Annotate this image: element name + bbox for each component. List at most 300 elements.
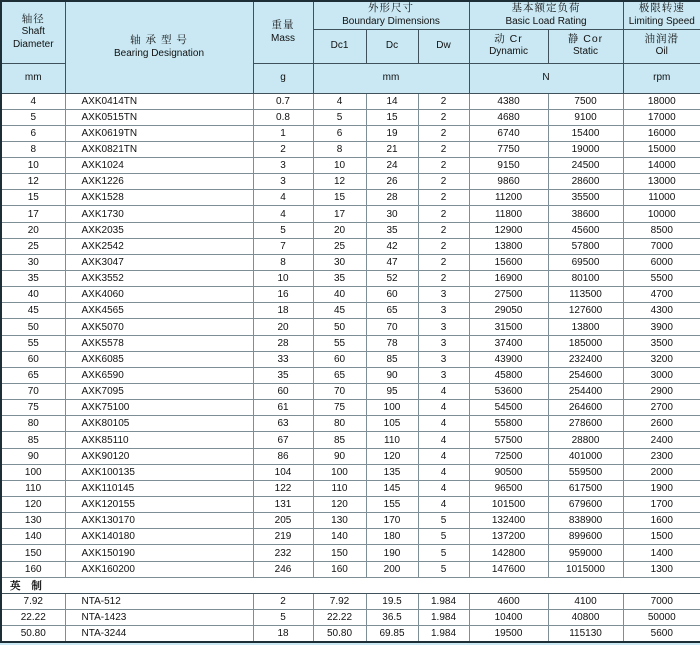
table-row — [1, 610, 700, 626]
cell-shaft-diameter: 22.22 — [1, 610, 65, 626]
cell-shaft-diameter: 5 — [1, 109, 65, 125]
cell-dw: 2 — [418, 158, 469, 174]
cell-limiting-speed: 3900 — [623, 319, 700, 335]
cell-static-cor: 35500 — [548, 190, 623, 206]
cell-mass: 5 — [253, 610, 313, 626]
table-row — [1, 497, 700, 513]
cell-dc1: 35 — [313, 271, 366, 287]
cell-limiting-speed: 10000 — [623, 206, 700, 222]
table-header — [1, 1, 700, 93]
cell-dc1: 110 — [313, 480, 366, 496]
cell-dynamic-cr: 55800 — [469, 416, 548, 432]
table-row — [1, 287, 700, 303]
table-row — [1, 222, 700, 238]
cell-shaft-diameter: 12 — [1, 174, 65, 190]
cell-dw: 2 — [418, 254, 469, 270]
cell-dynamic-cr: 31500 — [469, 319, 548, 335]
cell-mass: 63 — [253, 416, 313, 432]
cell-dc: 19.5 — [366, 593, 418, 609]
cell-dynamic-cr: 54500 — [469, 400, 548, 416]
cell-designation: NTA-1423 — [65, 610, 253, 626]
cell-static-cor: 28600 — [548, 174, 623, 190]
cell-dc: 110 — [366, 432, 418, 448]
cell-mass: 61 — [253, 400, 313, 416]
cell-limiting-speed: 1700 — [623, 497, 700, 513]
table-row — [1, 432, 700, 448]
cell-dc: 19 — [366, 125, 418, 141]
cell-static-cor: 45600 — [548, 222, 623, 238]
cell-designation: AXK90120 — [65, 448, 253, 464]
cell-dynamic-cr: 6740 — [469, 125, 548, 141]
table-row — [1, 141, 700, 157]
cell-designation: AXK0619TN — [65, 125, 253, 141]
cell-dynamic-cr: 13800 — [469, 238, 548, 254]
cell-static-cor: 24500 — [548, 158, 623, 174]
cell-designation: AXK1024 — [65, 158, 253, 174]
cell-designation: AXK75100 — [65, 400, 253, 416]
table-body — [1, 93, 700, 642]
cell-dc1: 100 — [313, 464, 366, 480]
cell-dw: 3 — [418, 367, 469, 383]
cell-designation: NTA-512 — [65, 593, 253, 609]
cell-dc1: 12 — [313, 174, 366, 190]
cell-dc: 35 — [366, 222, 418, 238]
cell-dc1: 20 — [313, 222, 366, 238]
cell-dc: 78 — [366, 335, 418, 351]
cell-mass: 18 — [253, 626, 313, 642]
cell-static-cor: 15400 — [548, 125, 623, 141]
limiting-speed-label-zh: 极限转速 — [638, 2, 685, 15]
cell-mass: 4 — [253, 190, 313, 206]
cell-dynamic-cr: 29050 — [469, 303, 548, 319]
cell-dc1: 70 — [313, 384, 366, 400]
cell-designation: AXK3047 — [65, 254, 253, 270]
cell-mass: 0.8 — [253, 109, 313, 125]
dw-label: Dw — [436, 39, 451, 51]
table-row — [1, 125, 700, 141]
cell-dw: 3 — [418, 303, 469, 319]
cell-dynamic-cr: 96500 — [469, 480, 548, 496]
cell-dc: 200 — [366, 561, 418, 577]
cell-shaft-diameter: 70 — [1, 384, 65, 400]
cell-shaft-diameter: 50.80 — [1, 626, 65, 642]
cell-limiting-speed: 14000 — [623, 158, 700, 174]
unit-n-label: N — [542, 71, 550, 83]
cell-dc1: 80 — [313, 416, 366, 432]
cell-shaft-diameter: 110 — [1, 480, 65, 496]
cell-limiting-speed: 13000 — [623, 174, 700, 190]
cell-dynamic-cr: 10400 — [469, 610, 548, 626]
cell-designation: AXK85110 — [65, 432, 253, 448]
cell-mass: 60 — [253, 384, 313, 400]
cell-dc1: 22.22 — [313, 610, 366, 626]
cell-dc1: 65 — [313, 367, 366, 383]
table-row — [1, 174, 700, 190]
cell-limiting-speed: 15000 — [623, 141, 700, 157]
cell-static-cor: 9100 — [548, 109, 623, 125]
limiting-speed-label-en: Limiting Speed — [628, 15, 695, 27]
table-row — [1, 109, 700, 125]
cell-dc1: 85 — [313, 432, 366, 448]
cell-designation: AXK0414TN — [65, 93, 253, 109]
cell-dw: 3 — [418, 287, 469, 303]
cell-dc1: 30 — [313, 254, 366, 270]
cell-mass: 18 — [253, 303, 313, 319]
oil-label-zh: 油润滑 — [644, 33, 680, 46]
cell-designation: AXK160200 — [65, 561, 253, 577]
cell-dc1: 25 — [313, 238, 366, 254]
cell-mass: 246 — [253, 561, 313, 577]
cell-dynamic-cr: 57500 — [469, 432, 548, 448]
cell-dynamic-cr: 132400 — [469, 513, 548, 529]
cell-dc: 155 — [366, 497, 418, 513]
cell-dw: 4 — [418, 384, 469, 400]
cell-static-cor: 113500 — [548, 287, 623, 303]
cell-dc1: 40 — [313, 287, 366, 303]
cell-dw: 1.984 — [418, 610, 469, 626]
cell-dw: 4 — [418, 497, 469, 513]
cell-dynamic-cr: 27500 — [469, 287, 548, 303]
cell-shaft-diameter: 25 — [1, 238, 65, 254]
cell-mass: 7 — [253, 238, 313, 254]
cell-dc1: 90 — [313, 448, 366, 464]
cell-static-cor: 254600 — [548, 367, 623, 383]
cell-designation: AXK5578 — [65, 335, 253, 351]
mass-label-en: Mass — [271, 32, 295, 44]
cell-dynamic-cr: 43900 — [469, 351, 548, 367]
cell-limiting-speed: 2000 — [623, 464, 700, 480]
cell-mass: 33 — [253, 351, 313, 367]
unit-load-n — [469, 63, 623, 93]
cell-dc: 95 — [366, 384, 418, 400]
cell-static-cor: 40800 — [548, 610, 623, 626]
cell-dc: 60 — [366, 287, 418, 303]
cell-dw: 2 — [418, 141, 469, 157]
cell-limiting-speed: 1500 — [623, 529, 700, 545]
cell-dw: 2 — [418, 190, 469, 206]
cell-dw: 1.984 — [418, 593, 469, 609]
cell-designation: AXK6085 — [65, 351, 253, 367]
table-row — [1, 254, 700, 270]
basic-load-rating-label-zh: 基本额定负荷 — [511, 2, 581, 15]
table-row — [1, 271, 700, 287]
cell-dc1: 8 — [313, 141, 366, 157]
group-header-boundary-dimensions — [313, 1, 469, 29]
cell-limiting-speed: 3200 — [623, 351, 700, 367]
cell-designation: AXK120155 — [65, 497, 253, 513]
table-row — [1, 238, 700, 254]
cell-dc: 70 — [366, 319, 418, 335]
cell-static-cor: 185000 — [548, 335, 623, 351]
col-header-dc1 — [313, 29, 366, 63]
cell-designation: AXK0515TN — [65, 109, 253, 125]
cell-designation: AXK80105 — [65, 416, 253, 432]
cell-dc1: 5 — [313, 109, 366, 125]
cell-dc: 190 — [366, 545, 418, 561]
unit-shaft-mm — [1, 63, 65, 93]
bearing-designation-label-zh: 轴 承 型 号 — [130, 34, 188, 47]
cell-dc1: 10 — [313, 158, 366, 174]
cell-dw: 3 — [418, 319, 469, 335]
cell-limiting-speed: 3500 — [623, 335, 700, 351]
table-row — [1, 545, 700, 561]
table-row — [1, 464, 700, 480]
cell-mass: 86 — [253, 448, 313, 464]
cell-limiting-speed: 6000 — [623, 254, 700, 270]
table-row — [1, 384, 700, 400]
cell-dw: 4 — [418, 464, 469, 480]
cell-shaft-diameter: 15 — [1, 190, 65, 206]
cell-dynamic-cr: 19500 — [469, 626, 548, 642]
cell-dc1: 15 — [313, 190, 366, 206]
cell-limiting-speed: 1600 — [623, 513, 700, 529]
cell-dc: 21 — [366, 141, 418, 157]
cell-dynamic-cr: 9150 — [469, 158, 548, 174]
cell-dw: 5 — [418, 513, 469, 529]
col-header-mass — [253, 1, 313, 63]
cell-limiting-speed: 7000 — [623, 593, 700, 609]
table-row — [1, 206, 700, 222]
cell-shaft-diameter: 60 — [1, 351, 65, 367]
boundary-dimensions-label-zh: 外形尺寸 — [368, 2, 414, 15]
cell-mass: 205 — [253, 513, 313, 529]
cell-dc1: 6 — [313, 125, 366, 141]
cell-shaft-diameter: 20 — [1, 222, 65, 238]
cell-mass: 2 — [253, 593, 313, 609]
cell-dynamic-cr: 4680 — [469, 109, 548, 125]
cell-shaft-diameter: 7.92 — [1, 593, 65, 609]
cell-dc: 42 — [366, 238, 418, 254]
table-row — [1, 319, 700, 335]
cell-mass: 104 — [253, 464, 313, 480]
unit-mass-g — [253, 63, 313, 93]
cell-dc: 180 — [366, 529, 418, 545]
cell-dc: 30 — [366, 206, 418, 222]
cell-shaft-diameter: 150 — [1, 545, 65, 561]
cell-mass: 16 — [253, 287, 313, 303]
cell-dc1: 75 — [313, 400, 366, 416]
cell-mass: 1 — [253, 125, 313, 141]
cell-dc: 120 — [366, 448, 418, 464]
cell-mass: 10 — [253, 271, 313, 287]
cell-mass: 122 — [253, 480, 313, 496]
basic-load-rating-label-en: Basic Load Rating — [505, 15, 587, 27]
col-header-dynamic-cr — [469, 29, 548, 63]
cell-limiting-speed: 18000 — [623, 93, 700, 109]
cell-static-cor: 38600 — [548, 206, 623, 222]
cell-static-cor: 127600 — [548, 303, 623, 319]
cell-dw: 3 — [418, 335, 469, 351]
cell-static-cor: 13800 — [548, 319, 623, 335]
unit-speed-rpm — [623, 63, 700, 93]
table-row — [1, 400, 700, 416]
table-row — [1, 513, 700, 529]
cell-dc1: 50.80 — [313, 626, 366, 642]
cell-dw: 2 — [418, 206, 469, 222]
cell-shaft-diameter: 85 — [1, 432, 65, 448]
cell-designation: AXK130170 — [65, 513, 253, 529]
cell-static-cor: 232400 — [548, 351, 623, 367]
bearing-designation-label-en: Bearing Designation — [113, 47, 205, 59]
cell-static-cor: 617500 — [548, 480, 623, 496]
cell-static-cor: 19000 — [548, 141, 623, 157]
cell-dc: 65 — [366, 303, 418, 319]
cell-static-cor: 899600 — [548, 529, 623, 545]
cell-dw: 4 — [418, 432, 469, 448]
cell-dynamic-cr: 72500 — [469, 448, 548, 464]
cell-dynamic-cr: 11200 — [469, 190, 548, 206]
cell-static-cor: 69500 — [548, 254, 623, 270]
cell-dc1: 50 — [313, 319, 366, 335]
section-label-inch: 英 制 — [1, 577, 700, 593]
cell-dc1: 130 — [313, 513, 366, 529]
cell-dc: 135 — [366, 464, 418, 480]
table-row — [1, 529, 700, 545]
col-header-shaft-diameter — [1, 1, 65, 63]
cell-dc: 105 — [366, 416, 418, 432]
cell-limiting-speed: 1400 — [623, 545, 700, 561]
table-row — [1, 335, 700, 351]
table-row — [1, 416, 700, 432]
cell-static-cor: 278600 — [548, 416, 623, 432]
cell-dw: 2 — [418, 271, 469, 287]
cell-dynamic-cr: 11800 — [469, 206, 548, 222]
cell-dc: 52 — [366, 271, 418, 287]
cell-mass: 8 — [253, 254, 313, 270]
cell-designation: AXK1226 — [65, 174, 253, 190]
cell-limiting-speed: 1900 — [623, 480, 700, 496]
cell-static-cor: 7500 — [548, 93, 623, 109]
cell-dc: 47 — [366, 254, 418, 270]
cell-mass: 3 — [253, 174, 313, 190]
cell-dw: 4 — [418, 480, 469, 496]
cell-limiting-speed: 2700 — [623, 400, 700, 416]
cell-designation: AXK110145 — [65, 480, 253, 496]
unit-rpm-label: rpm — [653, 71, 671, 83]
cell-shaft-diameter: 90 — [1, 448, 65, 464]
cell-mass: 67 — [253, 432, 313, 448]
table-row — [1, 626, 700, 642]
col-header-static-cor — [548, 29, 623, 63]
cell-dc: 28 — [366, 190, 418, 206]
cell-designation: AXK2035 — [65, 222, 253, 238]
cell-dc: 14 — [366, 93, 418, 109]
cell-static-cor: 264600 — [548, 400, 623, 416]
cell-static-cor: 4100 — [548, 593, 623, 609]
cell-dc1: 45 — [313, 303, 366, 319]
cell-shaft-diameter: 75 — [1, 400, 65, 416]
cell-dw: 2 — [418, 125, 469, 141]
cell-static-cor: 254400 — [548, 384, 623, 400]
static-cor-label-en: Static — [573, 46, 599, 58]
table-row — [1, 367, 700, 383]
cell-shaft-diameter: 55 — [1, 335, 65, 351]
cell-dc: 90 — [366, 367, 418, 383]
cell-dw: 4 — [418, 400, 469, 416]
cell-limiting-speed: 2300 — [623, 448, 700, 464]
cell-limiting-speed: 1300 — [623, 561, 700, 577]
shaft-diameter-label-en: Shaft Diameter — [12, 26, 54, 50]
cell-limiting-speed: 11000 — [623, 190, 700, 206]
table-row — [1, 190, 700, 206]
cell-dc1: 60 — [313, 351, 366, 367]
cell-limiting-speed: 7000 — [623, 238, 700, 254]
cell-dc: 170 — [366, 513, 418, 529]
cell-dc1: 140 — [313, 529, 366, 545]
cell-dynamic-cr: 53600 — [469, 384, 548, 400]
cell-dc1: 150 — [313, 545, 366, 561]
dc-label: Dc — [385, 39, 399, 51]
cell-dw: 5 — [418, 545, 469, 561]
cell-shaft-diameter: 120 — [1, 497, 65, 513]
cell-dynamic-cr: 142800 — [469, 545, 548, 561]
cell-shaft-diameter: 80 — [1, 416, 65, 432]
cell-shaft-diameter: 140 — [1, 529, 65, 545]
group-header-basic-load-rating — [469, 1, 623, 29]
cell-dc: 36.5 — [366, 610, 418, 626]
cell-shaft-diameter: 100 — [1, 464, 65, 480]
cell-dynamic-cr: 7750 — [469, 141, 548, 157]
cell-dw: 2 — [418, 238, 469, 254]
cell-limiting-speed: 2600 — [623, 416, 700, 432]
cell-shaft-diameter: 30 — [1, 254, 65, 270]
cell-dw: 3 — [418, 351, 469, 367]
col-header-bearing-designation — [65, 1, 253, 93]
cell-mass: 131 — [253, 497, 313, 513]
cell-dynamic-cr: 4380 — [469, 93, 548, 109]
cell-shaft-diameter: 130 — [1, 513, 65, 529]
cell-designation: AXK4060 — [65, 287, 253, 303]
cell-static-cor: 1015000 — [548, 561, 623, 577]
cell-dc1: 4 — [313, 93, 366, 109]
cell-mass: 3 — [253, 158, 313, 174]
cell-dynamic-cr: 15600 — [469, 254, 548, 270]
cell-limiting-speed: 3000 — [623, 367, 700, 383]
cell-designation: AXK3552 — [65, 271, 253, 287]
cell-dw: 5 — [418, 561, 469, 577]
cell-limiting-speed: 4300 — [623, 303, 700, 319]
col-header-oil-lubrication — [623, 29, 700, 63]
cell-limiting-speed: 5500 — [623, 271, 700, 287]
cell-static-cor: 559500 — [548, 464, 623, 480]
cell-dynamic-cr: 90500 — [469, 464, 548, 480]
cell-designation: AXK150190 — [65, 545, 253, 561]
cell-dc1: 120 — [313, 497, 366, 513]
cell-dc: 15 — [366, 109, 418, 125]
cell-designation: NTA-3244 — [65, 626, 253, 642]
cell-dynamic-cr: 4600 — [469, 593, 548, 609]
cell-dynamic-cr: 12900 — [469, 222, 548, 238]
cell-static-cor: 401000 — [548, 448, 623, 464]
cell-designation: AXK0821TN — [65, 141, 253, 157]
dc1-label: Dc1 — [330, 39, 349, 51]
cell-static-cor: 57800 — [548, 238, 623, 254]
cell-dc: 24 — [366, 158, 418, 174]
cell-shaft-diameter: 160 — [1, 561, 65, 577]
cell-shaft-diameter: 17 — [1, 206, 65, 222]
cell-dynamic-cr: 16900 — [469, 271, 548, 287]
cell-mass: 232 — [253, 545, 313, 561]
cell-shaft-diameter: 35 — [1, 271, 65, 287]
col-header-dc — [366, 29, 418, 63]
table-row — [1, 561, 700, 577]
cell-dynamic-cr: 37400 — [469, 335, 548, 351]
cell-shaft-diameter: 45 — [1, 303, 65, 319]
cell-mass: 0.7 — [253, 93, 313, 109]
cell-mass: 2 — [253, 141, 313, 157]
cell-limiting-speed: 2400 — [623, 432, 700, 448]
cell-designation: AXK4565 — [65, 303, 253, 319]
